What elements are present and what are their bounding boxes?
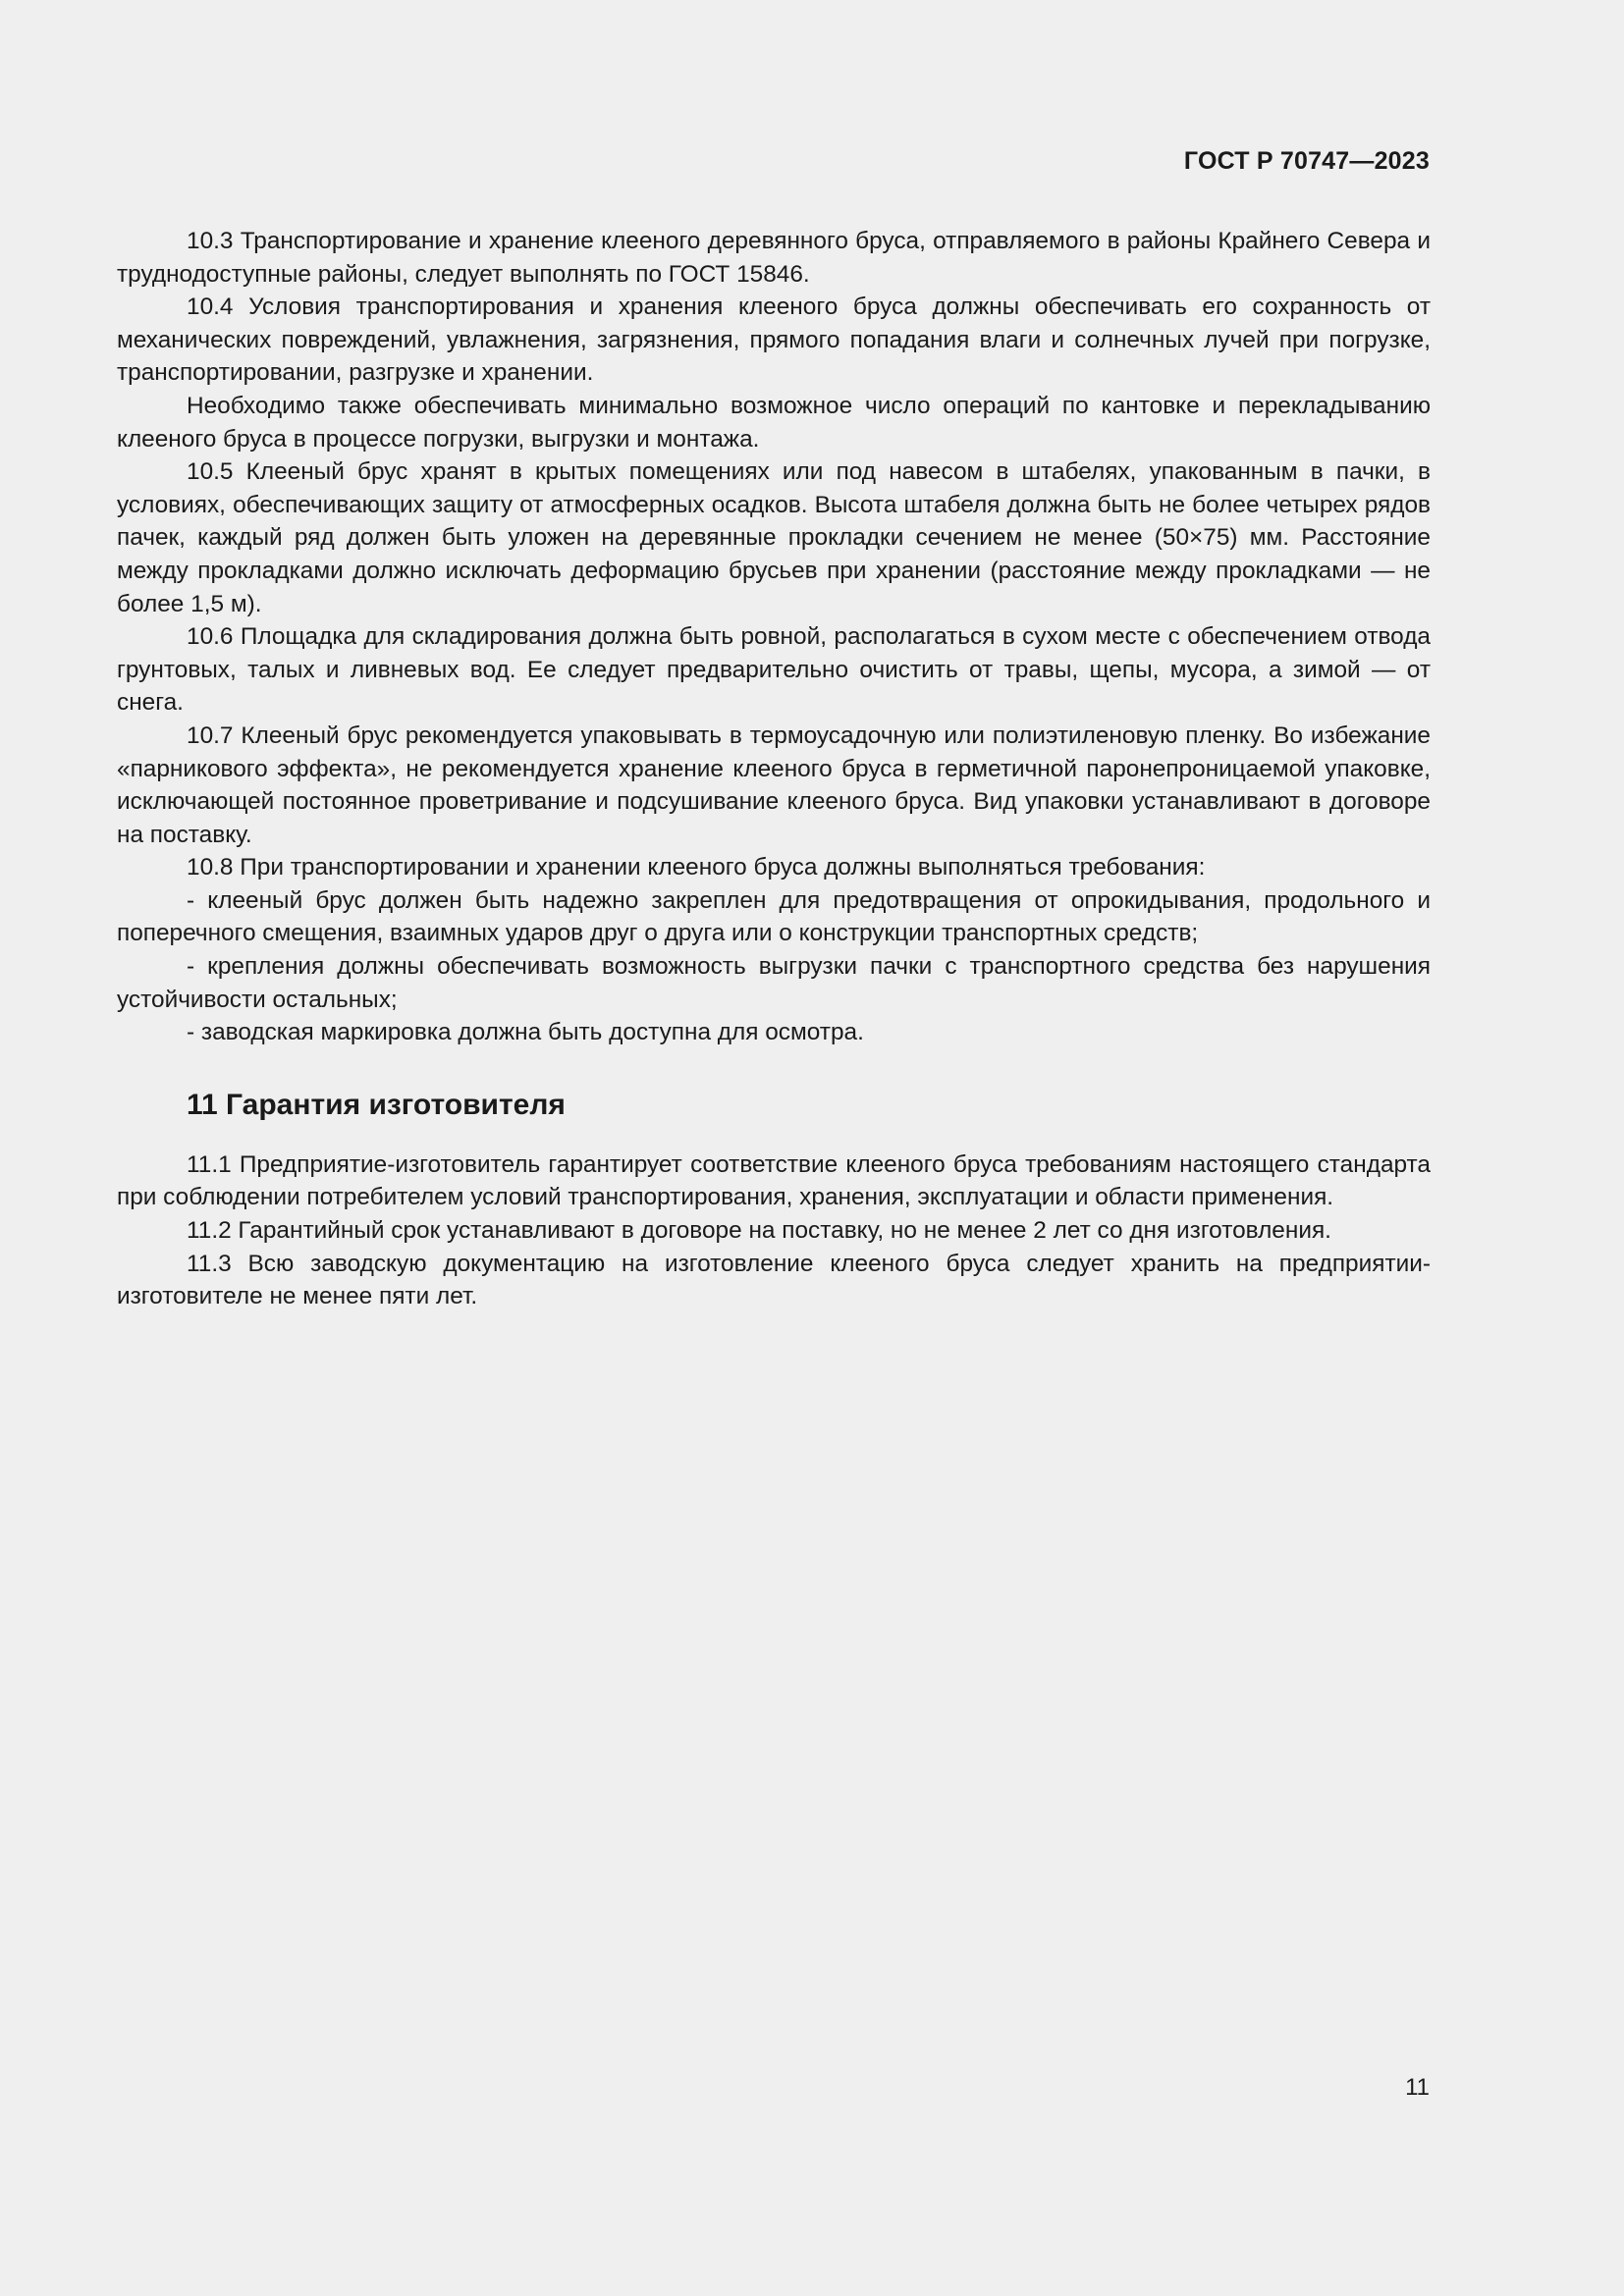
- paragraph-10-6: 10.6 Площадка для складирования должна быть ровной, располагаться в сухом месте с обеспечением отвода грунтовых, талых и ливневых вод. Ее следует предварительно очистить от травы, щепы, мусора, а зимой — от снега.: [117, 623, 1431, 717]
- paragraph-10-8: 10.8 При транспортировании и хранении клееного бруса должны выполняться требования:: [187, 854, 1206, 881]
- list-item: - клееный брус должен быть надежно закреплен для предотвращения от опрокидывания, продольного и поперечного смещения, взаимных ударов друг о друга или о конструкции транспортных средств;: [117, 886, 1431, 947]
- paragraph-10-5: 10.5 Клееный брус хранят в крытых помещениях или под навесом в штабелях, упакованным в пачки, в условиях, обеспечивающих защиту от атмосферных осадков. Высота штабеля должна быть не более четырех рядов пачек, каждый ряд должен быть уложен на деревянные прокладки сечением не менее (50×75) мм. Расстояние между прокладками должно исключать деформацию брусьев при хранении (расстояние между прокладками — не более 1,5 м).: [117, 458, 1431, 617]
- paragraph-11-2: 11.2 Гарантийный срок устанавливают в договоре на поставку, но не менее 2 лет со дня изготовления.: [187, 1217, 1331, 1245]
- section-heading: 11 Гарантия изготовителя: [187, 1088, 566, 1121]
- page-number: 11: [1405, 2074, 1430, 2101]
- document-body: [117, 225, 1431, 1313]
- paragraph-11-1: 11.1 Предприятие-изготовитель гарантирует соответствие клееного бруса требованиям настоящего стандарта при соблюдении потребителем условий транспортирования, хранения, эксплуатации и области применения.: [117, 1150, 1431, 1211]
- paragraph-11-3: 11.3 Всю заводскую документацию на изготовление клееного бруса следует хранить на предприятии-изготовителе не менее пяти лет.: [117, 1250, 1431, 1310]
- list-item: - крепления должны обеспечивать возможность выгрузки пачки с транспортного средства без нарушения устойчивости остальных;: [117, 953, 1431, 1013]
- document-code: ГОСТ Р 70747—2023: [1183, 147, 1430, 175]
- paragraph-10-7: 10.7 Клееный брус рекомендуется упаковывать в термоусадочную или полиэтиленовую пленку. Во избежание «парникового эффекта», не рекомендуется хранение клееного бруса в герметичной паронепроницаемой упаковке, исключающей постоянное проветривание и подсушивание клееного бруса. Вид упаковки устанавливают в договоре на поставку.: [117, 721, 1431, 848]
- paragraph-10-4: 10.4 Условия транспортирования и хранения клееного бруса должны обеспечивать его сохранность от механических повреждений, увлажнения, загрязнения, прямого попадания влаги и солнечных лучей при погрузке, транспортировании, разгрузке и хранении.: [117, 294, 1431, 387]
- paragraph-10-4-continued: Необходимо также обеспечивать минимально возможное число операций по кантовке и перекладыванию клееного бруса в процессе погрузки, выгрузки и монтажа.: [117, 392, 1431, 453]
- paragraph-10-3: 10.3 Транспортирование и хранение клееного деревянного бруса, отправляемого в районы Крайнего Севера и труднодоступные районы, следует выполнять по ГОСТ 15846.: [117, 228, 1431, 288]
- list-item: - заводская маркировка должна быть доступна для осмотра.: [187, 1019, 864, 1046]
